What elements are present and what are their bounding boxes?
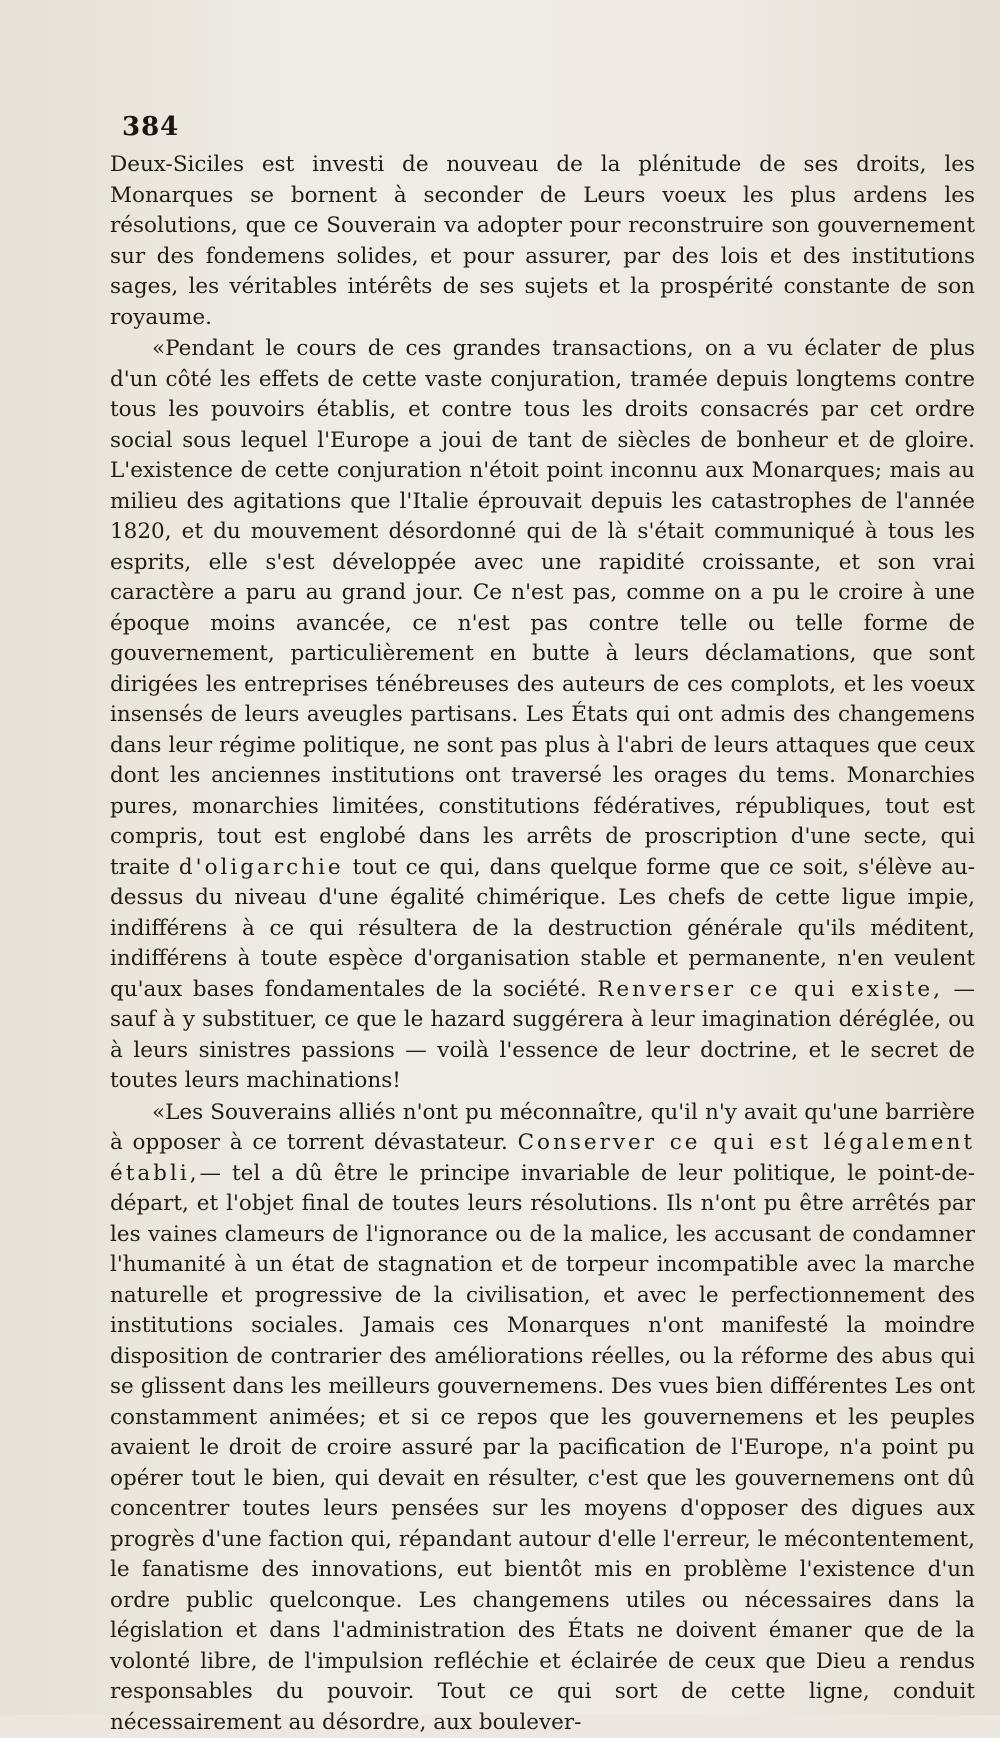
- page-number: 384: [122, 112, 179, 142]
- text-segment: Deux-Siciles est investi de nouveau de la plénitude de ses droits, les Monarques se bornent à seconder de Leurs voeux les plus ardens les résolutions, que ce Souverain va adopter pour reconstruire son gouvernement sur des fondemens solides, et pour assurer, par des lois et des institutions sages, les véritables intérêts de ses sujets et la prospérité constante de son royaume.: [110, 152, 975, 330]
- emphasized-spaced-text: d'oligarchie: [179, 855, 344, 880]
- paragraph-3: [110, 1098, 975, 1738]
- text-segment: — tel a dû être le principe invariable de leur politique, le point-de-départ, et l'objet final de toutes leurs résolutions. Ils n'ont pu être arrêtés par les vaines clameurs de l'ignorance ou de la malice, les accusant de condamner l'humanité à un état de stagnation et de torpeur incompatible avec la marche naturelle et progressive de la civilisation, et avec le perfectionnement des institutions sociales. Jamais ces Monarques n'ont manifesté la moindre disposition de contrarier des améliorations réelles, ou la réforme des abus qui se glissent dans les meilleurs gouvernemens. Des vues bien différentes Les ont constamment animées; et si ce repos que les gouvernemens et les peuples avaient le droit de croire assuré par la pacification de l'Europe, n'a point pu opérer tout le bien, qui devait en résulter, c'est que les gouvernemens ont dû concentrer toutes leurs pensées sur les moyens d'opposer des digues aux progrès d'une faction qui, répandant autour d'elle l'erreur, le mécontentement, le fanatisme des innovations, eut bientôt mis en problème l'existence d'un ordre public quelconque. Les changemens utiles ou nécessaires dans la législation et dans l'administration des États ne doivent émaner que de la volonté libre, de l'impulsion refléchie et éclairée de ceux que Dieu a rendus responsables du pouvoir. Tout ce qui sort de cette ligne, conduit nécessairement au désordre, aux boulever-: [110, 1161, 975, 1735]
- emphasized-spaced-text: Renverser ce qui existe,: [597, 977, 943, 1002]
- body-text: [110, 150, 975, 1738]
- text-segment: tout ce qui, dans quelque forme que ce soit, s'élève au-dessus du niveau d'une égalité chimérique. Les chefs de cette ligue impie, indifférens à ce qui résultera de la destruction générale qu'ils méditent, indifférens à toute espèce d'organisation stable et permanente, n'en veulent qu'aux bases fondamentales de la société.: [110, 855, 975, 1002]
- paragraph-1: [110, 150, 975, 333]
- text-segment: «Pendant le cours de ces grandes transactions, on a vu éclater de plus d'un côté les effets de cette vaste conjuration, tramée depuis longtems contre tous les pouvoirs établis, et contre tous les droits consacrés par cet ordre social sous lequel l'Europe a joui de tant de siècles de bonheur et de gloire. L'existence de cette conjuration n'étoit point inconnu aux Monarques; mais au milieu des agitations que l'Italie éprouvait depuis les catastrophes de l'année 1820, et du mouvement désordonné qui de là s'était communiqué à tous les esprits, elle s'est développée avec une rapidité croissante, et son vrai caractère a paru au grand jour. Ce n'est pas, comme on a pu le croire à une époque moins avancée, ce n'est pas contre telle ou telle forme de gouvernement, particulièrement en butte à leurs déclamations, que sont dirigées les entreprises ténébreuses des auteurs de ces complots, et les voeux insensés de leurs aveugles partisans. Les États qui ont admis des changemens dans leur régime politique, ne sont pas plus à l'abri de leurs attaques que ceux dont les anciennes institutions ont traversé les orages du tems. Monarchies pures, monarchies limitées, constitutions fédératives, républiques, tout est compris, tout est englobé dans les arrêts de proscription d'une secte, qui traite: [110, 336, 975, 880]
- text-segment: — sauf à y substituer, ce que le hazard suggérera à leur imagination déréglée, ou à leurs sinistres passions — voilà l'essence de leur doctrine, et le secret de toutes leurs machinations!: [110, 977, 975, 1094]
- text-segment: «Les Souverains alliés n'ont pu méconnaître, qu'il n'y avait qu'une barrière à opposer à ce torrent dévastateur.: [110, 1100, 975, 1156]
- emphasized-spaced-text: Conserver ce qui est légalement établi,: [110, 1130, 975, 1186]
- paragraph-2: [110, 334, 975, 1097]
